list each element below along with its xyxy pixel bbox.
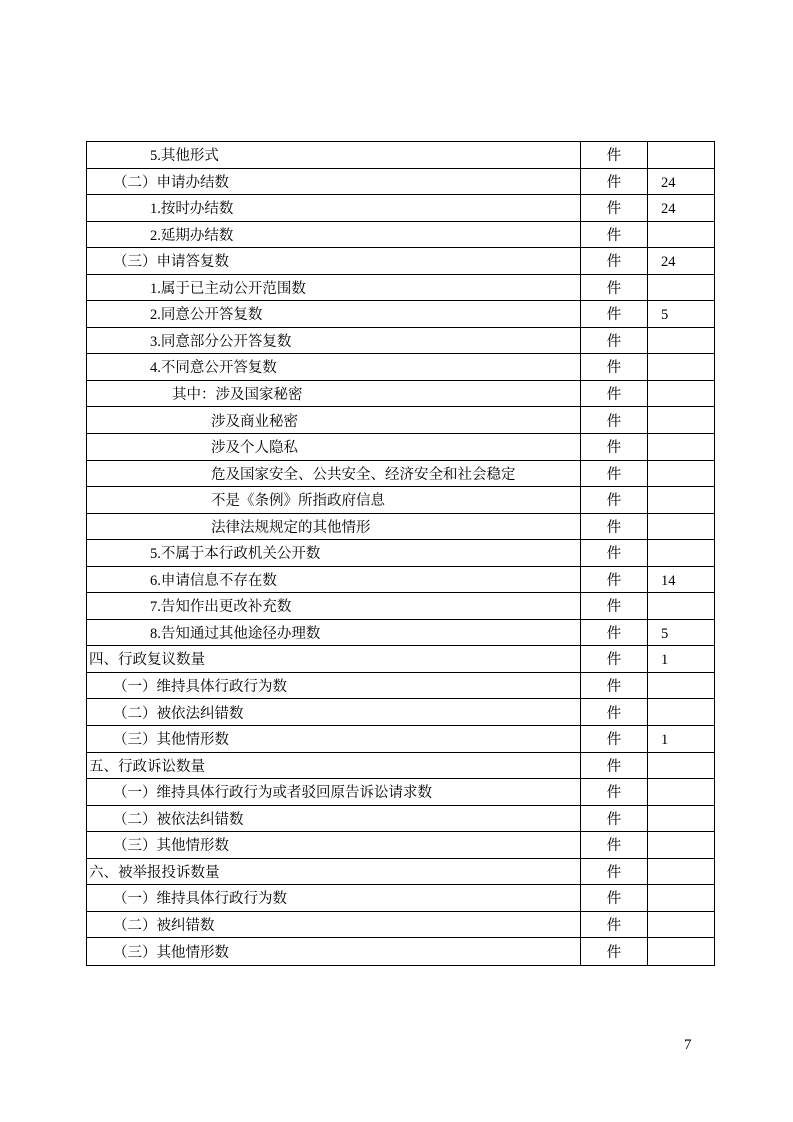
table-row [87, 832, 714, 859]
unit-cell: 件 [581, 938, 648, 965]
value-cell [648, 142, 714, 169]
item-cell: 4.不同意公开答复数 [87, 354, 581, 381]
table-row [87, 169, 714, 196]
page-number: 7 [684, 1037, 692, 1053]
value-cell [648, 222, 714, 249]
table-row [87, 540, 714, 567]
value-cell: 14 [648, 567, 714, 594]
table-row [87, 248, 714, 275]
table-row [87, 673, 714, 700]
item-cell: 7.告知作出更改补充数 [87, 593, 581, 620]
value-cell [648, 859, 714, 886]
table-row [87, 354, 714, 381]
unit-cell: 件 [581, 328, 648, 355]
table-row [87, 514, 714, 541]
item-cell: （一）维持具体行政行为或者驳回原告诉讼请求数 [87, 779, 581, 806]
unit-cell: 件 [581, 142, 648, 169]
unit-cell: 件 [581, 301, 648, 328]
unit-cell: 件 [581, 753, 648, 780]
unit-cell: 件 [581, 354, 648, 381]
table-row [87, 487, 714, 514]
disclosure-report-table [86, 141, 715, 966]
table-row [87, 859, 714, 886]
item-cell: （二）被依法纠错数 [87, 699, 581, 726]
unit-cell: 件 [581, 593, 648, 620]
value-cell [648, 461, 714, 488]
table-row [87, 753, 714, 780]
item-cell: （二）被依法纠错数 [87, 806, 581, 833]
item-cell: （三）其他情形数 [87, 938, 581, 965]
unit-cell: 件 [581, 514, 648, 541]
item-cell: 2.延期办结数 [87, 222, 581, 249]
table-row [87, 806, 714, 833]
value-cell: 5 [648, 620, 714, 647]
item-cell: 1.按时办结数 [87, 195, 581, 222]
value-cell [648, 699, 714, 726]
item-cell: 5.其他形式 [87, 142, 581, 169]
value-cell [648, 753, 714, 780]
table-row [87, 434, 714, 461]
value-cell [648, 912, 714, 939]
value-cell [648, 275, 714, 302]
unit-cell: 件 [581, 726, 648, 753]
value-cell: 24 [648, 195, 714, 222]
unit-cell: 件 [581, 222, 648, 249]
table-row [87, 195, 714, 222]
value-cell [648, 514, 714, 541]
value-cell: 1 [648, 726, 714, 753]
item-cell: 1.属于已主动公开范围数 [87, 275, 581, 302]
value-cell [648, 885, 714, 912]
unit-cell: 件 [581, 275, 648, 302]
unit-cell: 件 [581, 195, 648, 222]
unit-cell: 件 [581, 885, 648, 912]
item-cell: 涉及商业秘密 [87, 407, 581, 434]
table-row [87, 461, 714, 488]
table-row [87, 620, 714, 647]
value-cell [648, 487, 714, 514]
unit-cell: 件 [581, 434, 648, 461]
table-row [87, 407, 714, 434]
value-cell: 5 [648, 301, 714, 328]
item-cell: 五、行政诉讼数量 [87, 753, 581, 780]
value-cell [648, 434, 714, 461]
unit-cell: 件 [581, 859, 648, 886]
value-cell [648, 354, 714, 381]
item-cell: 六、被举报投诉数量 [87, 859, 581, 886]
unit-cell: 件 [581, 806, 648, 833]
unit-cell: 件 [581, 169, 648, 196]
unit-cell: 件 [581, 779, 648, 806]
table-row [87, 381, 714, 408]
value-cell [648, 673, 714, 700]
table-row [87, 726, 714, 753]
unit-cell: 件 [581, 248, 648, 275]
item-cell: 法律法规规定的其他情形 [87, 514, 581, 541]
unit-cell: 件 [581, 540, 648, 567]
item-cell: 5.不属于本行政机关公开数 [87, 540, 581, 567]
value-cell: 1 [648, 646, 714, 673]
table-row [87, 301, 714, 328]
unit-cell: 件 [581, 567, 648, 594]
table-row [87, 593, 714, 620]
table-row [87, 912, 714, 939]
item-cell: （三）其他情形数 [87, 726, 581, 753]
item-cell: （三）其他情形数 [87, 832, 581, 859]
unit-cell: 件 [581, 487, 648, 514]
item-cell: 危及国家安全、公共安全、经济安全和社会稳定 [87, 461, 581, 488]
table-row [87, 938, 714, 965]
unit-cell: 件 [581, 646, 648, 673]
table-row [87, 885, 714, 912]
table-row [87, 699, 714, 726]
item-cell: 不是《条例》所指政府信息 [87, 487, 581, 514]
item-cell: （一）维持具体行政行为数 [87, 673, 581, 700]
item-cell: 2.同意公开答复数 [87, 301, 581, 328]
item-cell: 涉及个人隐私 [87, 434, 581, 461]
value-cell: 24 [648, 169, 714, 196]
item-cell: （一）维持具体行政行为数 [87, 885, 581, 912]
table-row [87, 222, 714, 249]
value-cell [648, 328, 714, 355]
value-cell [648, 593, 714, 620]
unit-cell: 件 [581, 699, 648, 726]
item-cell: （二）被纠错数 [87, 912, 581, 939]
item-cell: 8.告知通过其他途径办理数 [87, 620, 581, 647]
item-cell: 3.同意部分公开答复数 [87, 328, 581, 355]
value-cell: 24 [648, 248, 714, 275]
item-cell: 其中：涉及国家秘密 [87, 381, 581, 408]
table-row [87, 275, 714, 302]
item-cell: 四、行政复议数量 [87, 646, 581, 673]
unit-cell: 件 [581, 673, 648, 700]
item-cell: （二）申请办结数 [87, 169, 581, 196]
unit-cell: 件 [581, 832, 648, 859]
value-cell [648, 779, 714, 806]
unit-cell: 件 [581, 912, 648, 939]
table-row [87, 646, 714, 673]
unit-cell: 件 [581, 407, 648, 434]
value-cell [648, 938, 714, 965]
item-cell: （三）申请答复数 [87, 248, 581, 275]
table-row [87, 328, 714, 355]
value-cell [648, 832, 714, 859]
value-cell [648, 381, 714, 408]
item-cell: 6.申请信息不存在数 [87, 567, 581, 594]
table-row [87, 567, 714, 594]
table-row [87, 779, 714, 806]
value-cell [648, 540, 714, 567]
unit-cell: 件 [581, 461, 648, 488]
unit-cell: 件 [581, 381, 648, 408]
value-cell [648, 806, 714, 833]
unit-cell: 件 [581, 620, 648, 647]
value-cell [648, 407, 714, 434]
table-row [87, 142, 714, 169]
